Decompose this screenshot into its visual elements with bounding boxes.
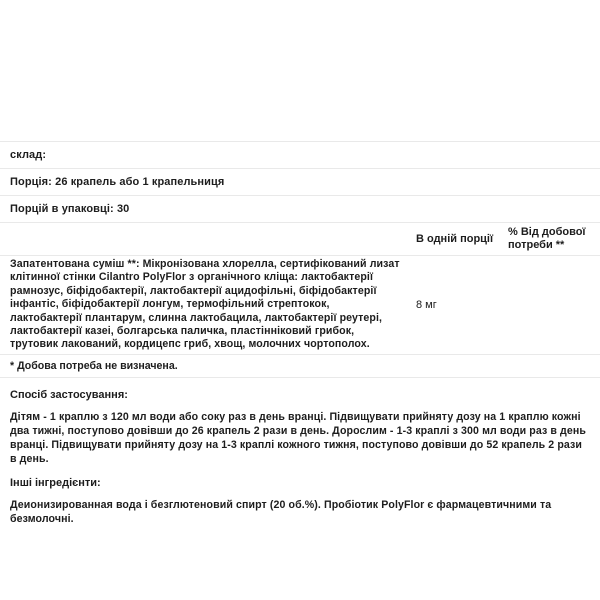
divider: [0, 377, 600, 378]
composition-label: склад:: [10, 149, 47, 161]
table-row: [0, 256, 600, 354]
amount-column-header: В одній порції: [416, 232, 494, 245]
serving-size-label: Порція: 26 крапель або 1 крапельниця: [10, 176, 225, 188]
other-ingredients-text: Деионизированная вода і безглютеновий спирт (20 об.%). Пробіотик PolyFlor є фармацевтичними та безмолочні.: [10, 498, 552, 525]
servings-per-container-row: [0, 196, 600, 222]
ingredient-name: Запатентована суміш **: Мікронізована хлорелла, сертифікований лизат клітинної стінки Cilantro PolyFlor з органічного кліща: лактобактерії рамнозус, біфідобактерії, лактобактерії ацидофільні, біфідобактерії інфантіс, біфідобактерії лонгум, термофільний стрептокок, лактобактерії плантарум, слинна лактобацила, лактобактерії реутері, лактобактерії казеі, болгарська паличка, пластінніковий грибок, трутовик лакований, кордицепс гриб, хвощ, молочних чортополох.: [10, 258, 400, 351]
servings-per-container-label: Порцій в упаковці: 30: [10, 203, 130, 215]
daily-value-footnote: * Добова потреба не визначена.: [10, 359, 178, 372]
other-ingredients-heading: Інші інгредієнти:: [10, 476, 101, 489]
facts-table-header: [0, 223, 600, 255]
composition-row: [0, 142, 600, 168]
daily-value-column-header: % Від добової потреби **: [508, 226, 586, 251]
supplement-facts-panel: [0, 141, 600, 526]
usage-heading: Спосіб застосування:: [10, 388, 128, 401]
serving-size-row: [0, 169, 600, 195]
ingredient-amount: 8 мг: [416, 298, 437, 311]
usage-text: Дітям - 1 краплю з 120 мл води або соку раз в день вранці. Підвищувати прийняту дозу на 1 краплю кожні два тижні, поступово довівши до 26 крапель 2 рази в день. Дорослим - 1-3 краплі з 300 мл води раз в день вранці. Підвищувати прийняту дозу на 1-3 краплі кожного тижня, поступово довівши до 52 крапель 2 рази в день.: [10, 410, 586, 465]
